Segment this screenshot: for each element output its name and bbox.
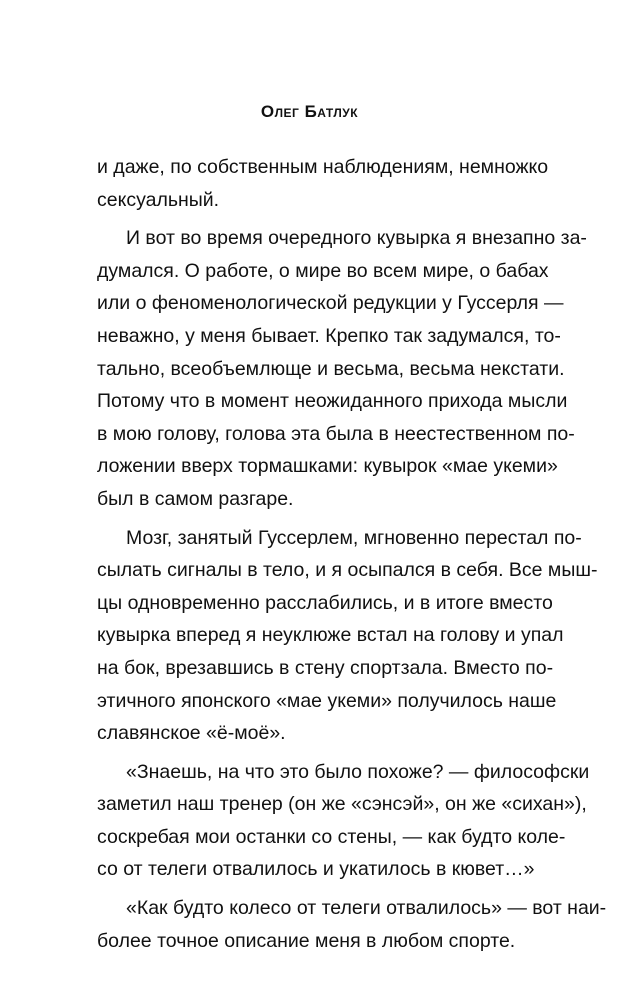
text-line: И вот во время очередного кувырка я внезапно за- (126, 227, 587, 250)
text-line: был в самом разгаре. (97, 487, 294, 510)
text-line: тально, всеобъемлюще и весьма, весьма некстати. (97, 357, 565, 380)
text-line: или о феноменологической редукции у Гуссерля — (97, 292, 564, 315)
text-line: «Знаешь, на что это было похоже? — философски (126, 760, 590, 783)
text-line: со от телеги отвалилось и укатилось в кювет…» (97, 858, 535, 881)
text-line: в мою голову, голова эта была в неестественном по- (97, 422, 575, 445)
text-line: более точное описание меня в любом спорте. (97, 929, 516, 952)
text-line: сексуальный. (97, 188, 220, 211)
text-line: этичного японского «мае укеми» получилось наше (97, 689, 557, 712)
text-line: кувырка вперед я неуклюже встал на голову и упал (97, 624, 564, 647)
text-line: на бок, врезавшись в стену спортзала. Вместо по- (97, 656, 554, 679)
text-line: цы одновременно расслабились, и в итоге вместо (97, 591, 553, 614)
running-head-author: Олег Батлук (260, 102, 359, 121)
text-line: неважно, у меня бывает. Крепко так задумался, то- (97, 324, 561, 347)
paragraph (97, 222, 587, 515)
paragraph (97, 756, 590, 886)
paragraph (97, 522, 598, 750)
text-line: Мозг, занятый Гуссерлем, мгновенно перестал по- (126, 526, 582, 549)
body-text (97, 151, 607, 957)
text-line: ложении вверх тормашками: кувырок «мае укеми» (97, 455, 558, 478)
text-line: соскребая мои останки со стены, — как будто коле- (97, 825, 566, 848)
text-line: сылать сигналы в тело, и я осыпался в себя. Все мыш- (97, 559, 598, 582)
text-line: и даже, по собственным наблюдениям, немножко (97, 156, 549, 178)
paragraph (97, 892, 607, 957)
text-line: «Как будто колесо от телеги отвалилось» — вот наи- (126, 897, 607, 920)
paragraph (97, 151, 549, 216)
text-line: заметил наш тренер (он же «сэнсэй», он же «сихан»), (97, 793, 587, 816)
text-line: славянское «ё-моё». (97, 722, 286, 745)
text-line: думался. О работе, о мире во всем мире, о бабах (97, 259, 549, 282)
text-line: Потому что в момент неожиданного прихода мысли (97, 390, 568, 413)
